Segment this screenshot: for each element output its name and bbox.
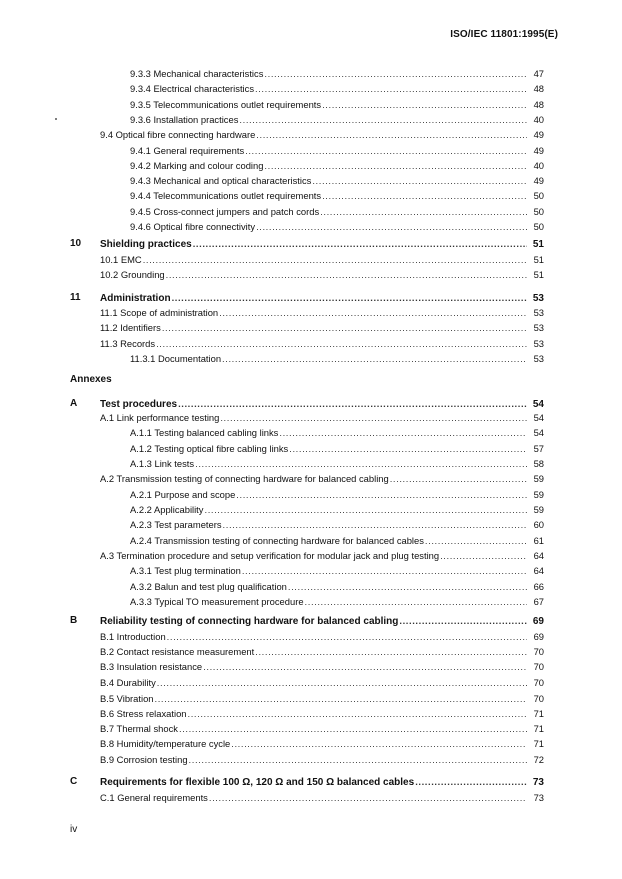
dot-leader (440, 549, 527, 562)
toc-entry-page: 64 (533, 565, 544, 576)
dot-leader (279, 426, 527, 439)
toc-entry[interactable] (0, 82, 622, 95)
toc-entry-title: Administration (100, 293, 171, 304)
document-id-header: ISO/IEC 11801:1995(E) (450, 29, 558, 40)
toc-entry-line (100, 753, 544, 766)
toc-entry-page: 50 (533, 190, 544, 201)
dot-leader (256, 220, 527, 233)
toc-entry[interactable] (0, 253, 622, 266)
toc-entry-line (130, 518, 544, 531)
annexes-heading: Annexes (70, 374, 112, 385)
toc-entry-page: 49 (533, 175, 544, 186)
dot-leader (255, 82, 527, 95)
toc-entry-line (130, 98, 544, 111)
toc-entry-title: 9.4.3 Mechanical and optical characteristics (130, 175, 312, 186)
dot-leader (188, 707, 528, 720)
toc-entry[interactable] (0, 549, 622, 562)
toc-entry[interactable] (0, 144, 622, 157)
dot-leader (222, 352, 527, 365)
toc-entry-page: 53 (533, 307, 544, 318)
toc-entry-title: B.2 Contact resistance measurement (100, 646, 255, 657)
toc-entry-line (130, 159, 544, 172)
page-number: iv (70, 824, 78, 835)
dot-leader (305, 595, 527, 608)
toc-entry-page: 49 (533, 129, 544, 140)
toc-entry[interactable] (0, 411, 622, 424)
dot-leader (239, 113, 527, 126)
toc-entry-line (130, 205, 544, 218)
toc-entry[interactable] (0, 457, 622, 470)
toc-entry-line (100, 337, 544, 350)
dot-leader (143, 253, 527, 266)
dot-leader (203, 660, 527, 673)
toc-entry-title: A.1.2 Testing optical fibre cabling links (130, 443, 289, 454)
toc-entry-page: 48 (533, 99, 544, 110)
toc-entry-title: 9.3.6 Installation practices (130, 114, 239, 125)
toc-entry-number: A (70, 398, 78, 409)
toc-entry[interactable] (0, 503, 622, 516)
toc-entry-title: B.6 Stress relaxation (100, 708, 187, 719)
toc-entry-line (100, 253, 544, 266)
toc-entry[interactable] (0, 707, 622, 720)
toc-entry-title: B.3 Insulation resistance (100, 661, 203, 672)
toc-entry-page: 71 (533, 738, 544, 749)
toc-entry[interactable] (0, 472, 622, 485)
toc-entry-page: 59 (533, 473, 544, 484)
toc-entry-page: 57 (533, 443, 544, 454)
toc-entry-line (100, 775, 544, 789)
dot-leader (415, 775, 527, 788)
toc-entry-page: 61 (533, 535, 544, 546)
toc-entry[interactable] (0, 775, 622, 788)
toc-entry[interactable] (0, 630, 622, 643)
dot-leader (255, 645, 527, 658)
dot-leader (166, 268, 527, 281)
toc-entry[interactable] (0, 488, 622, 501)
toc-entry[interactable] (0, 337, 622, 350)
toc-entry-title: C.1 General requirements (100, 792, 208, 803)
toc-entry[interactable] (0, 753, 622, 766)
toc-entry-line (100, 791, 544, 804)
toc-entry[interactable] (0, 442, 622, 455)
toc-entry-page: 71 (533, 723, 544, 734)
toc-entry-line (100, 306, 544, 319)
toc-entry[interactable] (0, 352, 622, 365)
toc-entry-title: A.3.1 Test plug termination (130, 565, 241, 576)
toc-entry-line (100, 411, 544, 424)
toc-entry-line (100, 737, 544, 750)
toc-entry-title: 9.4.5 Cross-connect jumpers and patch cords (130, 206, 320, 217)
toc-entry[interactable] (0, 98, 622, 111)
dot-leader (193, 237, 527, 250)
toc-entry-line (130, 220, 544, 233)
toc-entry-title: 9.4.4 Telecommunications outlet requirements (130, 190, 322, 201)
dot-leader (425, 534, 527, 547)
dot-leader (162, 321, 527, 334)
toc-entry-page: 48 (533, 83, 544, 94)
toc-entry-page: 50 (533, 221, 544, 232)
toc-entry-title: A.2.3 Test parameters (130, 519, 222, 530)
toc-entry[interactable] (0, 113, 622, 126)
toc-entry-line (130, 174, 544, 187)
dot-leader (223, 518, 527, 531)
toc-entry-page: 51 (532, 239, 544, 250)
toc-entry-title: 10.2 Grounding (100, 269, 165, 280)
dot-leader (320, 205, 527, 218)
toc-entry-title: 11.1 Scope of administration (100, 307, 219, 318)
toc-entry-line (130, 442, 544, 455)
toc-entry-line (130, 488, 544, 501)
toc-entry-line (130, 144, 544, 157)
toc-entry[interactable] (0, 268, 622, 281)
toc-entry[interactable] (0, 306, 622, 319)
toc-entry-title: Reliability testing of connecting hardware for balanced cabling (100, 616, 399, 627)
toc-entry-page: 54 (533, 427, 544, 438)
toc-entry-title: 9.3.3 Mechanical characteristics (130, 68, 264, 79)
dot-leader (204, 503, 527, 516)
toc-entry[interactable] (0, 564, 622, 577)
dot-leader (242, 564, 527, 577)
toc-entry-number: B (70, 615, 78, 626)
dot-leader (245, 144, 527, 157)
toc-entry-line (100, 397, 544, 411)
toc-entry-page: 72 (533, 754, 544, 765)
toc-entry-page: 54 (533, 412, 544, 423)
toc-entry-title: A.3.3 Typical TO measurement procedure (130, 596, 304, 607)
toc-entry[interactable] (0, 595, 622, 608)
toc-entry-title: 11.3.1 Documentation (130, 353, 222, 364)
toc-entry[interactable] (0, 220, 622, 233)
toc-entry-title: Shielding practices (100, 239, 192, 250)
toc-entry-line (130, 457, 544, 470)
toc-entry-line (100, 128, 544, 141)
toc-entry-line (100, 321, 544, 334)
dot-leader (156, 337, 527, 350)
toc-entry-title: 9.4 Optical fibre connecting hardware (100, 129, 256, 140)
toc-entry-page: 60 (533, 519, 544, 530)
dot-leader (322, 189, 527, 202)
toc-entry[interactable] (0, 159, 622, 172)
toc-entry-page: 71 (533, 708, 544, 719)
toc-entry-line (130, 580, 544, 593)
dot-leader (256, 128, 527, 141)
toc-entry-page: 49 (533, 145, 544, 156)
toc-entry[interactable] (0, 660, 622, 673)
toc-entry-line (100, 676, 544, 689)
toc-entry-title: B.4 Durability (100, 677, 156, 688)
toc-entry-line (130, 564, 544, 577)
toc-entry-line (100, 660, 544, 673)
toc-entry-line (130, 113, 544, 126)
toc-entry-page: 53 (533, 322, 544, 333)
toc-entry-line (130, 189, 544, 202)
toc-entry-page: 54 (532, 399, 544, 410)
toc-entry-page: 70 (533, 661, 544, 672)
toc-entry-line (130, 67, 544, 80)
dot-leader (209, 791, 527, 804)
dot-leader (178, 397, 527, 410)
toc-entry-page: 73 (533, 792, 544, 803)
toc-entry-title: B.9 Corrosion testing (100, 754, 188, 765)
toc-entry-title: 10.1 EMC (100, 254, 142, 265)
toc-entry-title: A.2.4 Transmission testing of connecting hardware for balanced cables (130, 535, 424, 546)
dot-leader (322, 98, 527, 111)
toc-entry-line (130, 82, 544, 95)
toc-entry-page: 40 (533, 114, 544, 125)
toc-entry-page: 64 (533, 550, 544, 561)
toc-entry-title: A.1 Link performance testing (100, 412, 220, 423)
dot-leader (189, 753, 527, 766)
toc-entry-line (100, 692, 544, 705)
dot-leader (231, 737, 527, 750)
toc-entry-title: B.8 Humidity/temperature cycle (100, 738, 231, 749)
toc-entry[interactable] (0, 205, 622, 218)
toc-entry-line (130, 426, 544, 439)
toc-entry-title: Requirements for flexible 100 Ω, 120 Ω and 150 Ω balanced cables (100, 777, 415, 788)
toc-entry[interactable] (0, 676, 622, 689)
toc-entry[interactable] (0, 426, 622, 439)
toc-entry[interactable] (0, 291, 622, 304)
dot-leader (399, 614, 527, 627)
dot-leader (179, 722, 527, 735)
toc-entry-page: 70 (533, 693, 544, 704)
toc-entry-page: 51 (533, 269, 544, 280)
dot-leader (236, 488, 527, 501)
toc-entry-number: C (70, 776, 78, 787)
toc-entry-line (100, 237, 544, 251)
toc-entry-line (100, 472, 544, 485)
dot-leader (195, 457, 527, 470)
toc-entry-line (100, 549, 544, 562)
dot-leader (390, 472, 527, 485)
toc-entry-page: 51 (533, 254, 544, 265)
toc-entry-line (100, 268, 544, 281)
toc-entry-line (100, 614, 544, 628)
toc-entry-page: 47 (533, 68, 544, 79)
toc-entry-line (100, 645, 544, 658)
toc-entry-title: A.2 Transmission testing of connecting hardware for balanced cabling (100, 473, 389, 484)
toc-entry-line (100, 707, 544, 720)
toc-entry-title: 9.4.1 General requirements (130, 145, 245, 156)
dot-leader (312, 174, 527, 187)
toc-entry-title: B.5 Vibration (100, 693, 154, 704)
toc-entry[interactable] (0, 67, 622, 80)
toc-entry-title: A.1.3 Link tests (130, 458, 195, 469)
toc-entry-page: 59 (533, 504, 544, 515)
toc-entry-title: B.1 Introduction (100, 631, 166, 642)
dot-leader (220, 411, 527, 424)
toc-entry[interactable] (0, 722, 622, 735)
toc-entry-title: 11.3 Records (100, 338, 156, 349)
toc-entry-page: 69 (532, 616, 544, 627)
toc-entry[interactable] (0, 397, 622, 410)
dot-leader (219, 306, 527, 319)
toc-entry-title: Test procedures (100, 399, 178, 410)
toc-entry-page: 58 (533, 458, 544, 469)
toc-entry[interactable] (0, 189, 622, 202)
toc-entry[interactable] (0, 128, 622, 141)
dot-leader (289, 442, 527, 455)
toc-entry[interactable] (0, 174, 622, 187)
toc-entry[interactable] (0, 791, 622, 804)
toc-entry[interactable] (0, 580, 622, 593)
toc-entry-page: 53 (532, 293, 544, 304)
toc-entry-page: 70 (533, 646, 544, 657)
toc-entry-title: B.7 Thermal shock (100, 723, 178, 734)
toc-entry-page: 73 (532, 777, 544, 788)
toc-entry-page: 53 (533, 353, 544, 364)
toc-entry-title: A.3.2 Balun and test plug qualification (130, 581, 287, 592)
toc-entry-page: 50 (533, 206, 544, 217)
toc-entry-line (100, 722, 544, 735)
dot-leader (288, 580, 527, 593)
toc-entry-title: 9.3.4 Electrical characteristics (130, 83, 255, 94)
toc-entry[interactable] (0, 614, 622, 627)
toc-entry[interactable] (0, 237, 622, 250)
toc-entry-page: 69 (533, 631, 544, 642)
toc-entry-page: 40 (533, 160, 544, 171)
toc-entry-number: 10 (70, 238, 82, 249)
toc-entry-line (100, 630, 544, 643)
dot-leader (264, 159, 527, 172)
toc-entry[interactable] (0, 534, 622, 547)
dot-leader (167, 630, 527, 643)
toc-entry-page: 66 (533, 581, 544, 592)
toc-entry-title: A.2.1 Purpose and scope (130, 489, 236, 500)
toc-entry[interactable] (0, 645, 622, 658)
toc-entry-line (130, 352, 544, 365)
dot-leader (172, 291, 527, 304)
toc-entry-page: 53 (533, 338, 544, 349)
toc-entry-line (100, 291, 544, 305)
toc-entry[interactable] (0, 737, 622, 750)
toc-entry-page: 59 (533, 489, 544, 500)
toc-entry-title: 9.4.6 Optical fibre connectivity (130, 221, 256, 232)
dot-leader (157, 676, 527, 689)
toc-entry-title: 9.4.2 Marking and colour coding (130, 160, 264, 171)
toc-entry-line (130, 534, 544, 547)
toc-entry-number: 11 (70, 292, 81, 303)
toc-entry-title: A.3 Termination procedure and setup verification for modular jack and plug testing (100, 550, 440, 561)
toc-entry[interactable] (0, 321, 622, 334)
toc-entry-page: 70 (533, 677, 544, 688)
toc-entry-line (130, 503, 544, 516)
toc-entry-title: 11.2 Identifiers (100, 322, 161, 333)
toc-entry-title: A.1.1 Testing balanced cabling links (130, 427, 279, 438)
toc-entry-page: 67 (533, 596, 544, 607)
dot-leader (264, 67, 527, 80)
toc-entry[interactable] (0, 692, 622, 705)
toc-entry-line (130, 595, 544, 608)
toc-entry[interactable] (0, 518, 622, 531)
toc-entry-title: 9.3.5 Telecommunications outlet requirements (130, 99, 322, 110)
dot-leader (155, 692, 527, 705)
toc-entry-title: A.2.2 Applicability (130, 504, 204, 515)
